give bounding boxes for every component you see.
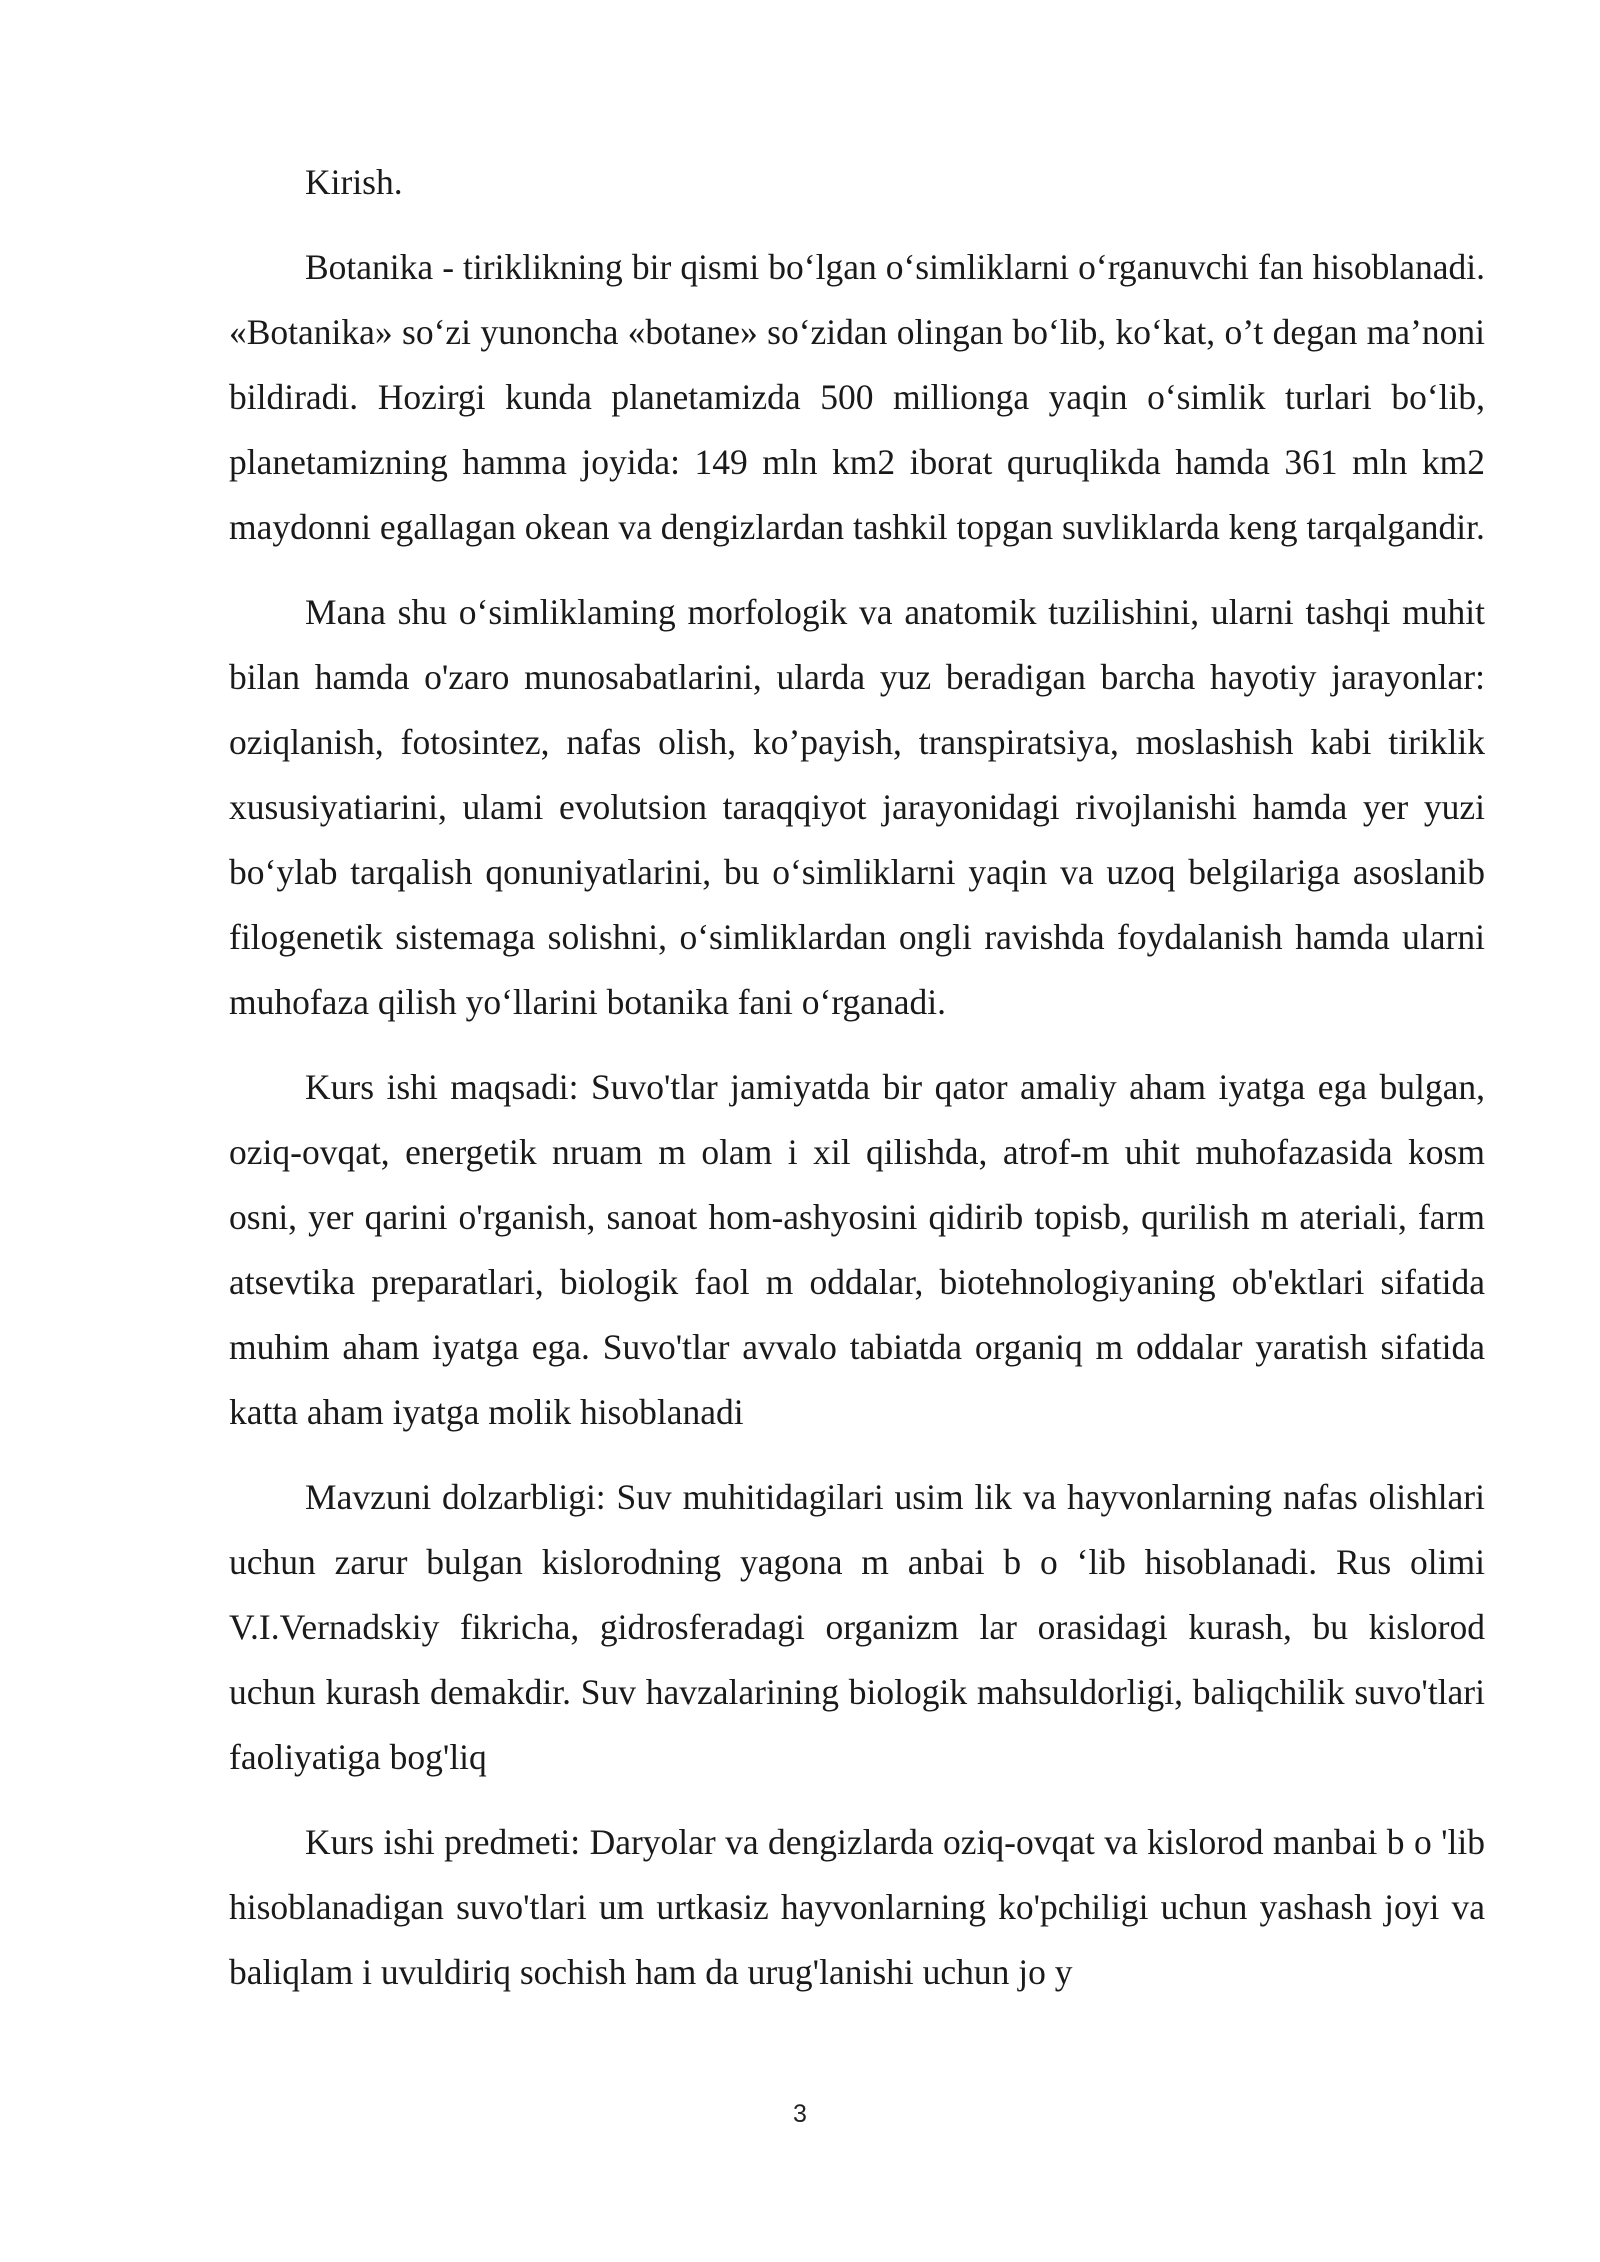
paragraph-botanika-scope: Mana shu o‘simliklaming morfologik va anatomik tuzilishini, ularni tashqi muhit bilan hamda o'zaro munosabatlarini, ularda yuz beradigan barcha hayotiy jarayonlar: oziqlanish, fotosintez, nafas olish, ko’payish, transpiratsiya, moslashish kabi tiriklik xususiyatiarini, ulami evolutsion taraqqiyot jarayonidagi rivojlanishi hamda yer yuzi bo‘ylab tarqalish qonuniyatlarini, bu o‘simliklarni yaqin va uzoq belgilariga asoslanib filogenetik sistemaga solishni, o‘simliklardan ongli ravishda foydalanish hamda ularni muhofaza qilish yo‘llarini botanika fani o‘rganadi. (229, 592, 1485, 1022)
paragraph-botanika-intro: Botanika - tiriklikning bir qismi bo‘lgan o‘simliklarni o‘rganuvchi fan hisoblanadi. «Botanika» so‘zi yunoncha «botane» so‘zidan olingan bo‘lib, ko‘kat, o’t degan ma’noni bildiradi. Hozirgi kunda planetamizda 500 millionga yaqin o‘simlik turlari bo‘lib, planetamizning hamma joyida: 149 mln km2 iborat quruqlikda hamda 361 mln km2 maydonni egallagan okean va dengizlardan tashkil topgan suvliklarda keng tarqalgandir. (229, 247, 1485, 547)
paragraph-course-subject: Kurs ishi predmeti: Daryolar va dengizlarda oziq-ovqat va kislorod manbai b o 'lib hisoblanadigan suvo'tlari um urtkasiz hayvonlarning ko'pchiligi uchun yashash joyi va baliqlam i uvuldiriq sochish ham da urug'lanishi uchun jo y (229, 1822, 1485, 1992)
section-heading: Kirish. (305, 162, 403, 202)
paragraph-course-goal: Kurs ishi maqsadi: Suvo'tlar jamiyatda bir qator amaliy aham iyatga ega bulgan, oziq-ovqat, energetik nruam m olam i xil qilishda, atrof-m uhit muhofazasida kosm osni, yer qarini o'rganish, sanoat hom-ashyosini qidirib topisb, qurilish m ateriali, farm atsevtika preparatlari, biologik faol m oddalar, biotehnologiyaning ob'ektlari sifatida muhim aham iyatga ega. Suvo'tlar avvalo tabiatda organiq m oddalar yaratish sifatida katta aham iyatga molik hisoblanadi (229, 1067, 1485, 1432)
page-number: 3 (793, 2100, 807, 2128)
paragraph-topic-relevance: Mavzuni dolzarbligi: Suv muhitidagilari usim lik va hayvonlarning nafas olishlari uchun zarur bulgan kislorodning yagona m anbai b o ‘lib hisoblanadi. Rus olimi V.I.Vernadskiy fikricha, gidrosferadagi organizm lar orasidagi kurash, bu kislorod uchun kurash demakdir. Suv havzalarining biologik mahsuldorligi, baliqchilik suvo'tlari faoliyatiga bog'liq (229, 1477, 1485, 1777)
document-page (229, 150, 1485, 2025)
